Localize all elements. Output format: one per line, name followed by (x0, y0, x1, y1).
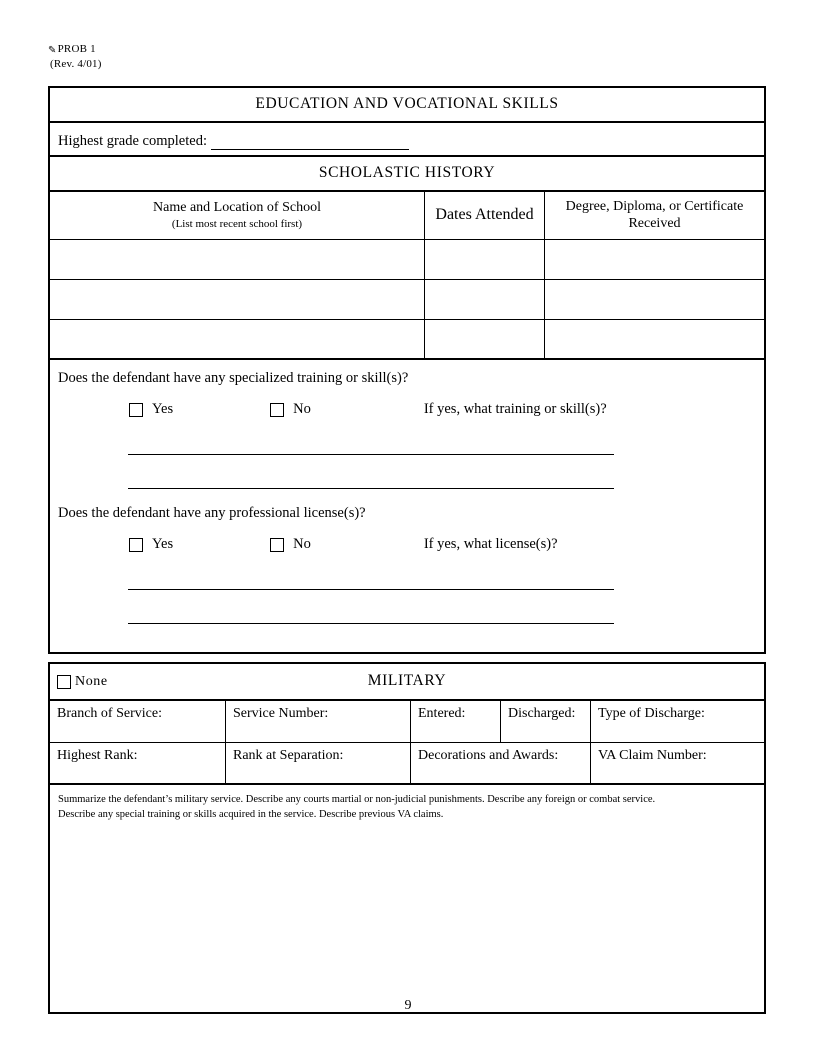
cell-degree-received[interactable] (545, 320, 764, 358)
military-banner-row (50, 664, 764, 701)
table-row (50, 320, 764, 360)
specialized-training-hint: If yes, what training or skill(s)? (423, 401, 607, 417)
scholastic-table-header (50, 192, 764, 240)
military-none-option[interactable] (57, 674, 108, 690)
spacer (50, 590, 764, 623)
military-instructions-line-1: Summarize the defendant’s military service. Describe any courts martial or non-judicial punishments. Describe any foreign or combat service. (58, 794, 656, 805)
cell-school-name[interactable] (50, 320, 425, 358)
spacer (50, 553, 764, 589)
specialized-training-answer-line-2[interactable] (128, 488, 614, 489)
education-block (48, 86, 766, 654)
cell-school-name[interactable] (50, 240, 425, 279)
professional-license-options (50, 536, 764, 553)
page-number: 9 (404, 998, 412, 1013)
column-header-degree (545, 192, 764, 239)
field-rank-at-separation[interactable]: Rank at Separation: (225, 743, 410, 783)
field-highest-rank[interactable]: Highest Rank: (57, 748, 138, 763)
field-service-number[interactable]: Service Number: (225, 701, 410, 742)
form-number: PROB 1 (57, 43, 96, 55)
column-header-degree-line1: Degree, Diploma, or Certificate (565, 199, 744, 214)
spacer (50, 624, 764, 646)
cell-degree-received[interactable] (545, 240, 764, 279)
specialized-training-question: Does the defendant have any specialized training or skill(s)? (58, 370, 409, 386)
cell-dates-attended[interactable] (425, 320, 545, 358)
military-none-label: None (75, 673, 108, 689)
military-row-1 (50, 701, 764, 743)
professional-license-section (50, 495, 764, 652)
professional-license-no-option[interactable] (270, 536, 311, 553)
highest-grade-label: Highest grade completed: (58, 133, 207, 149)
column-header-school-sub: (List most recent school first) (171, 218, 303, 230)
scholastic-history-banner: SCHOLASTIC HISTORY (50, 157, 764, 192)
checkbox-icon[interactable] (57, 675, 71, 689)
field-branch-of-service[interactable]: Branch of Service: (57, 706, 162, 721)
cell-dates-attended[interactable] (425, 280, 545, 319)
spacer (50, 418, 764, 454)
professional-license-yes-label: Yes (152, 536, 174, 552)
education-banner: EDUCATION AND VOCATIONAL SKILLS (50, 88, 764, 123)
field-discharged[interactable]: Discharged: (500, 701, 590, 742)
form-sheet (48, 86, 766, 1014)
specialized-training-yes-label: Yes (152, 401, 174, 417)
military-instructions-line-2: Describe any special training or skills acquired in the service. Describe previous VA claims. (58, 809, 444, 820)
column-header-dates: Dates Attended (425, 192, 545, 239)
military-block (48, 662, 766, 1014)
field-decorations-and-awards[interactable]: Decorations and Awards: (410, 743, 590, 783)
field-va-claim-number[interactable]: VA Claim Number: (590, 743, 764, 783)
professional-license-no-label: No (293, 536, 311, 552)
column-header-school (50, 192, 425, 239)
professional-license-hint: If yes, what license(s)? (423, 536, 558, 552)
cell-degree-received[interactable] (545, 280, 764, 319)
field-type-of-discharge[interactable]: Type of Discharge: (590, 701, 764, 742)
specialized-training-options (50, 401, 764, 418)
highest-grade-input[interactable] (211, 134, 409, 150)
military-banner: MILITARY (367, 672, 447, 689)
spacer (50, 455, 764, 488)
checkbox-icon[interactable] (129, 403, 143, 417)
specialized-training-no-label: No (293, 401, 311, 417)
professional-license-yes-option[interactable] (129, 536, 173, 553)
highest-grade-row (50, 123, 764, 157)
military-instructions (50, 785, 764, 822)
checkbox-icon[interactable] (129, 538, 143, 552)
checkbox-icon[interactable] (270, 538, 284, 552)
pen-icon: ✎ (48, 45, 57, 56)
cell-dates-attended[interactable] (425, 240, 545, 279)
column-header-school-main: Name and Location of School (153, 200, 321, 215)
checkbox-icon[interactable] (270, 403, 284, 417)
specialized-training-yes-option[interactable] (129, 401, 173, 418)
form-revision: (Rev. 4/01) (50, 58, 102, 70)
form-identifier (48, 42, 102, 71)
field-entered[interactable]: Entered: (410, 701, 500, 742)
specialized-training-section (50, 360, 764, 495)
table-row (50, 240, 764, 280)
column-header-degree-line2: Received (628, 216, 681, 231)
cell-school-name[interactable] (50, 280, 425, 319)
military-narrative-area[interactable] (50, 822, 764, 1012)
professional-license-question: Does the defendant have any professional license(s)? (58, 505, 366, 521)
military-row-2 (50, 743, 764, 785)
table-row (50, 280, 764, 320)
specialized-training-no-option[interactable] (270, 401, 311, 418)
